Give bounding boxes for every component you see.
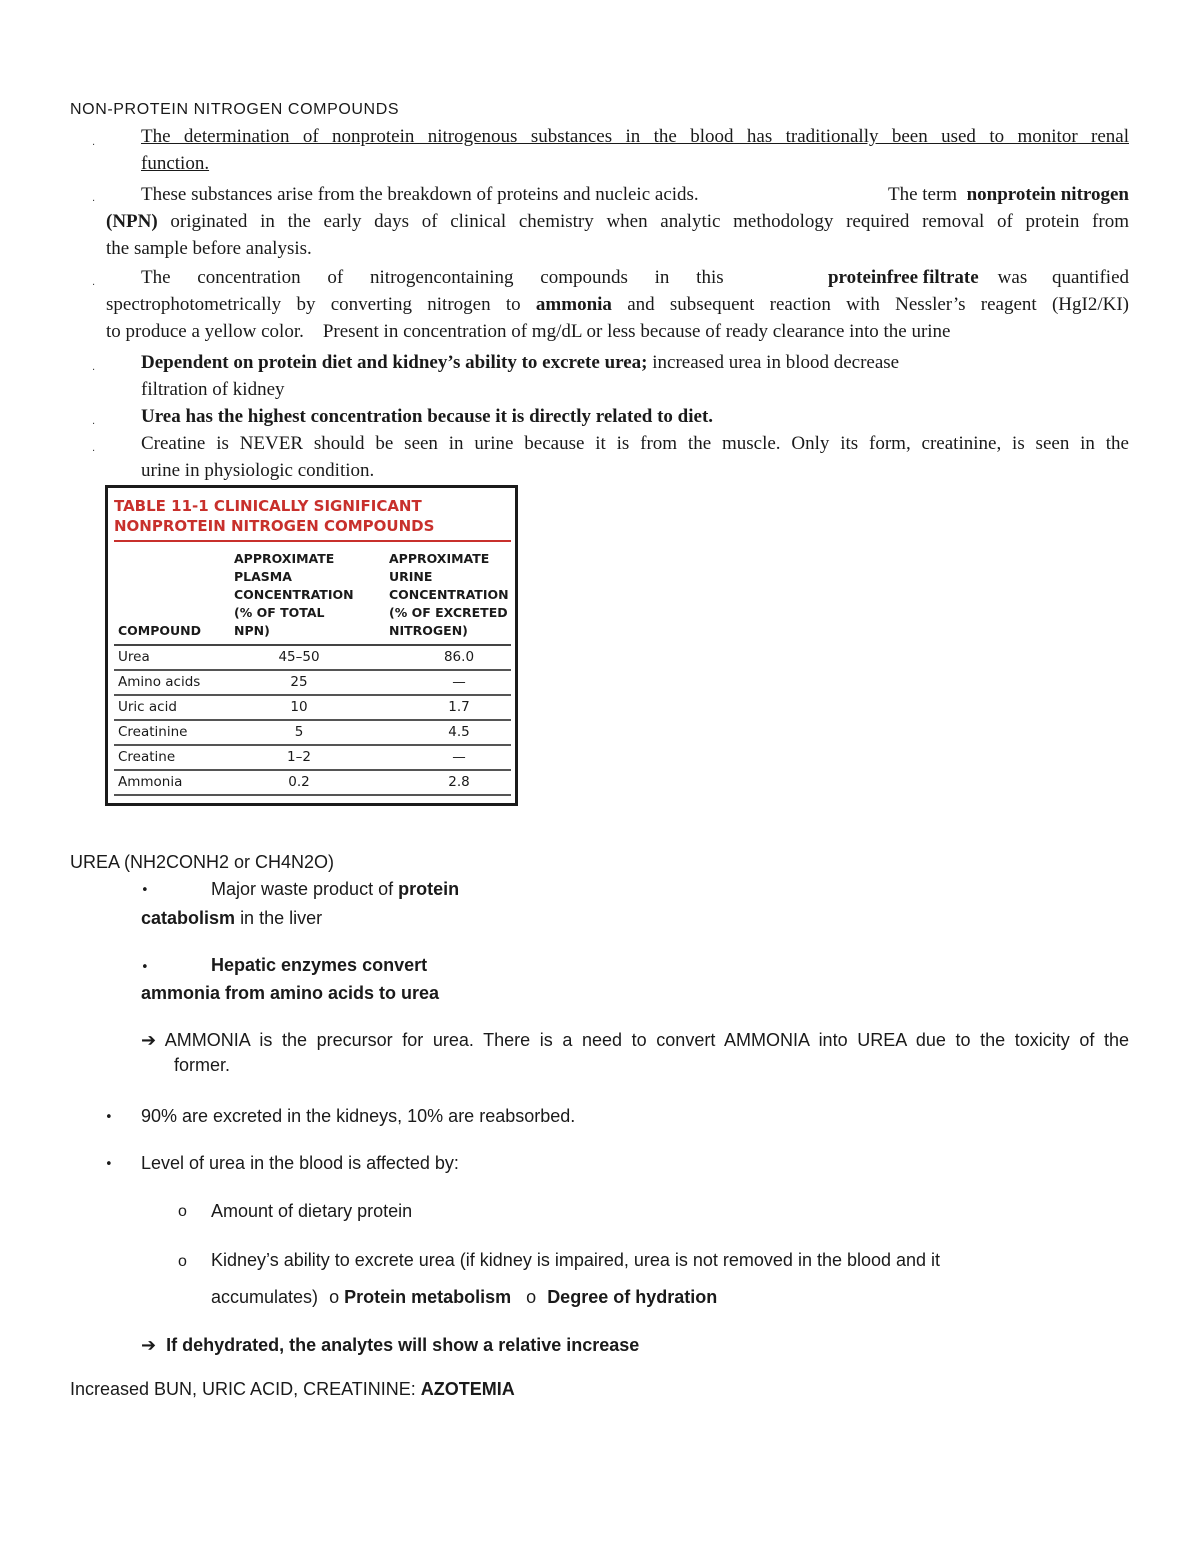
cell-plasma: 25 — [290, 674, 308, 690]
table-row — [114, 771, 511, 796]
table-row — [114, 696, 511, 721]
urea-dehydration-note — [141, 1335, 639, 1356]
header-line: PLASMA — [234, 569, 292, 584]
header-line: CONCENTRATION — [389, 587, 509, 602]
table-title — [114, 496, 511, 536]
text-span: accumulates) — [211, 1287, 319, 1307]
cell-compound: Urea — [118, 649, 150, 665]
text-span: The term — [887, 184, 958, 205]
section-heading-urea: UREA (NH2CONH2 or CH4N2O) — [70, 852, 335, 872]
text-span: These substances arise from the breakdown of proteins and nucleic acids. — [141, 184, 699, 205]
text-line: function. — [141, 153, 210, 174]
table-row — [114, 646, 511, 671]
list-marker: . — [92, 416, 96, 427]
cell-urine: 2.8 — [448, 774, 470, 790]
bullet-marker: • — [141, 960, 149, 975]
urea-point-3: 90% are excreted in the kidneys, 10% are reabsorbed. — [141, 1106, 576, 1126]
list-marker: . — [92, 277, 96, 288]
urea-factor-2: Kidney’s ability to excrete urea (if kidney is impaired, urea is not removed in the blood and it — [211, 1250, 941, 1270]
text-span: spectrophotometrically by converting nitrogen to — [106, 294, 521, 315]
column-header-urine — [389, 550, 509, 640]
header-line: (% OF TOTAL — [234, 605, 325, 620]
text-span: The concentration of nitrogencontaining compounds in this — [141, 267, 724, 288]
bullet-marker: • — [105, 1157, 113, 1172]
arrow-icon: ➔ — [141, 1335, 157, 1355]
text-span-bold: catabolism — [141, 908, 236, 928]
column-header-plasma — [234, 550, 354, 640]
urea-point-1-cont — [141, 908, 322, 929]
cell-plasma: 1–2 — [287, 749, 311, 765]
header-line: CONCENTRATION — [234, 587, 354, 602]
text-span: was quantified — [997, 267, 1129, 288]
header-line: APPROXIMATE — [389, 551, 490, 566]
text-line: urine in physiologic condition. — [141, 460, 375, 481]
azotemia-line — [70, 1379, 515, 1400]
text-span-bold: (NPN) — [106, 211, 158, 232]
text-span: AMMONIA is the precursor for urea. There is a need to convert AMMONIA into UREA due to the toxicity of the — [164, 1030, 1129, 1050]
text-span: to produce a yellow color. — [106, 321, 304, 342]
cell-compound: Amino acids — [118, 674, 201, 690]
text-line: filtration of kidney — [141, 379, 285, 400]
urea-factor-4: Degree of hydration — [547, 1287, 718, 1307]
text-span-bold: proteinfree filtrate — [827, 267, 979, 288]
urea-point-1 — [211, 879, 459, 900]
table-row — [114, 721, 511, 746]
table-body — [114, 646, 511, 796]
text-line: Creatine is NEVER should be seen in urine because it is from the muscle. Only its form, creatinine, is seen in the — [141, 433, 1129, 454]
text-span-bold: nonprotein nitrogen — [966, 184, 1129, 205]
text-span-bold: protein — [398, 879, 460, 899]
table-title-line: NONPROTEIN NITROGEN COMPOUNDS — [114, 517, 435, 535]
urea-factor-1: Amount of dietary protein — [211, 1201, 413, 1221]
sub-marker: o — [329, 1287, 340, 1307]
text-span-bold: Urea has the highest concentration because it is directly related to diet. — [141, 406, 714, 427]
table-header — [114, 542, 511, 644]
sub-marker: o — [526, 1287, 537, 1307]
text-line: the sample before analysis. — [106, 238, 312, 259]
sub-marker: o — [178, 1203, 187, 1220]
text-span: in the liver — [240, 908, 323, 928]
header-line: URINE — [389, 569, 433, 584]
table-title-line: TABLE 11-1 CLINICALLY SIGNIFICANT — [114, 497, 422, 515]
urea-arrow-note — [141, 1030, 1129, 1076]
text-span: Present in concentration of mg/dL or less because of ready clearance into the urine — [322, 321, 951, 342]
paragraph-npn-3 — [106, 264, 1129, 345]
header-line: (% OF EXCRETED — [389, 605, 508, 620]
list-marker: . — [92, 443, 96, 454]
cell-plasma: 45–50 — [278, 649, 320, 665]
sub-marker: o — [178, 1253, 187, 1270]
page-title: NON-PROTEIN NITROGEN COMPOUNDS — [70, 101, 400, 118]
cell-plasma: 5 — [294, 724, 304, 740]
paragraph-npn-4 — [141, 349, 1129, 403]
cell-plasma: 10 — [290, 699, 308, 715]
arrow-icon: ➔ — [141, 1030, 157, 1050]
paragraph-npn-2 — [106, 181, 1129, 262]
text-span-bold: AZOTEMIA — [420, 1379, 515, 1399]
list-marker: . — [92, 193, 96, 204]
text-span: and subsequent reaction with Nessler’s reagent (HgI2/KI) — [627, 294, 1130, 315]
urea-point-2-cont: ammonia from amino acids to urea — [141, 983, 440, 1003]
cell-urine: 86.0 — [443, 649, 475, 665]
paragraph-npn-5 — [141, 403, 1129, 430]
text-line: The determination of nonprotein nitrogenous substances in the blood has traditionally been used to monitor renal — [141, 126, 1129, 147]
text-span-bold: ammonia — [535, 294, 612, 315]
cell-compound: Ammonia — [118, 774, 183, 790]
cell-compound: Creatinine — [118, 724, 188, 740]
paragraph-npn-6 — [141, 430, 1129, 484]
list-marker: . — [92, 137, 96, 148]
cell-compound: Uric acid — [118, 699, 177, 715]
cell-plasma: 0.2 — [288, 774, 310, 790]
table-row — [114, 746, 511, 771]
cell-urine: — — [452, 674, 466, 690]
header-line: APPROXIMATE — [234, 551, 335, 566]
urea-factor-2-cont — [211, 1287, 717, 1308]
text-span-bold: Dependent on protein diet and kidney’s ability to excrete urea; — [141, 352, 648, 373]
text-span: increased urea in blood decrease — [652, 352, 900, 373]
table-row — [114, 671, 511, 696]
paragraph-npn-1 — [141, 123, 1129, 177]
text-line: former. — [174, 1055, 231, 1075]
text-span: Major waste product of — [211, 879, 394, 899]
bullet-marker: • — [105, 1110, 113, 1125]
list-marker: . — [92, 362, 96, 373]
urea-factor-3: Protein metabolism — [344, 1287, 512, 1307]
cell-urine: 4.5 — [448, 724, 470, 740]
text-span: originated in the early days of clinical chemistry when analytic methodology required removal of protein from — [170, 211, 1129, 232]
urea-point-4: Level of urea in the blood is affected by: — [141, 1153, 459, 1173]
urea-point-2: Hepatic enzymes convert — [211, 955, 428, 975]
bullet-marker: • — [141, 883, 149, 898]
header-line: NITROGEN) — [389, 623, 468, 638]
header-line: NPN) — [234, 623, 270, 638]
cell-compound: Creatine — [118, 749, 176, 765]
cell-urine: — — [452, 749, 466, 765]
npn-table-figure — [105, 485, 518, 806]
text-span: If dehydrated, the analytes will show a relative increase — [166, 1335, 640, 1355]
column-header-compound: COMPOUND — [118, 623, 202, 638]
text-span: Increased BUN, URIC ACID, CREATININE: — [70, 1379, 416, 1399]
cell-urine: 1.7 — [448, 699, 470, 715]
